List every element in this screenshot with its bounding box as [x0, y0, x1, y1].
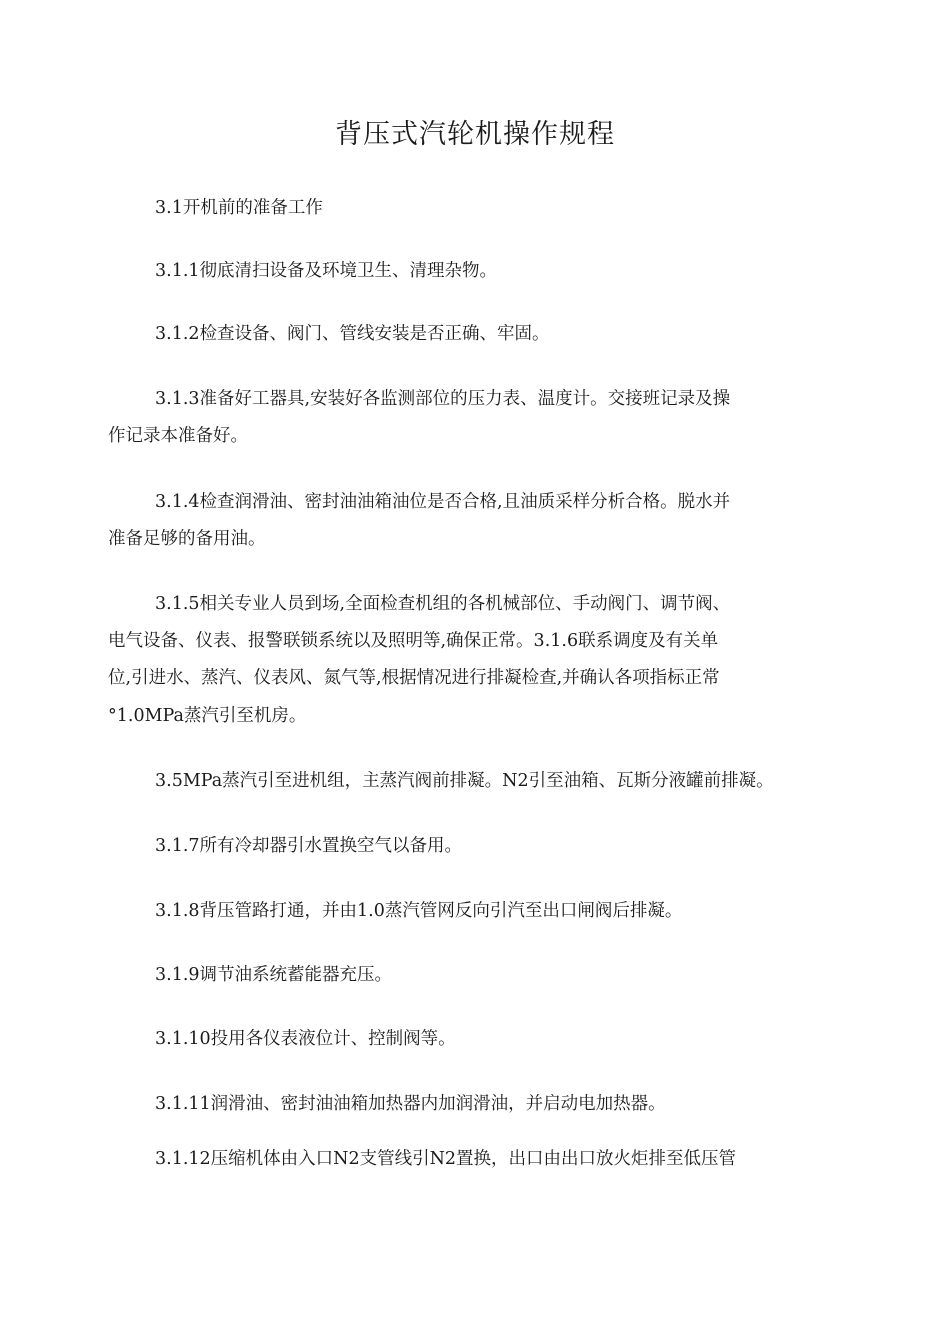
paragraph-line: 电气设备、仪表、报警联锁系统以及照明等,确保正常。3.1.6联系调度及有关单 — [108, 631, 719, 651]
paragraph-line: 3.1.7所有冷却器引水置换空气以备用。 — [155, 836, 463, 856]
paragraph-line: 准备足够的备用油。 — [108, 529, 266, 549]
page-title: 背压式汽轮机操作规程 — [335, 119, 615, 150]
paragraph-line: 3.1.12压缩机体由入口N2支管线引N2置换，出口由出口放火炬排至低压管 — [155, 1149, 737, 1169]
section-heading: 3.1开机前的准备工作 — [155, 198, 323, 218]
paragraph-line: 位,引进水、蒸汽、仪表风、氮气等,根据情况进行排凝检查,并确认各项指标正常 — [108, 668, 720, 688]
paragraph-line: 3.1.9调节油系统蓄能器充压。 — [155, 965, 393, 985]
paragraph-line: 3.1.2检查设备、阀门、管线安装是否正确、牢固。 — [155, 324, 550, 344]
paragraph-line: 作记录本准备好。 — [108, 426, 248, 446]
paragraph-line: 3.1.5相关专业人员到场,全面检查机组的各机械部位、手动阀门、调节阀、 — [155, 594, 731, 614]
paragraph-line: °1.0MPa蒸汽引至机房。 — [108, 706, 307, 726]
paragraph-line: 3.1.11润滑油、密封油油箱加热器内加润滑油，并启动电加热器。 — [155, 1094, 666, 1114]
paragraph-line: 3.1.4检查润滑油、密封油油箱油位是否合格,且油质采样分析合格。脱水并 — [155, 492, 731, 512]
paragraph-line: 3.1.3准备好工器具,安装好各监测部位的压力表、温度计。交接班记录及操 — [155, 389, 731, 409]
paragraph-line: 3.1.8背压管路打通，并由1.0蒸汽管网反向引汽至出口闸阀后排凝。 — [155, 901, 683, 921]
paragraph-line: 3.1.10投用各仪表液位计、控制阀等。 — [155, 1029, 456, 1049]
paragraph-line: 3.5MPa蒸汽引至进机组，主蒸汽阀前排凝。N2引至油箱、瓦斯分液罐前排凝。 — [155, 771, 774, 791]
paragraph-line: 3.1.1彻底清扫设备及环境卫生、清理杂物。 — [155, 261, 498, 281]
